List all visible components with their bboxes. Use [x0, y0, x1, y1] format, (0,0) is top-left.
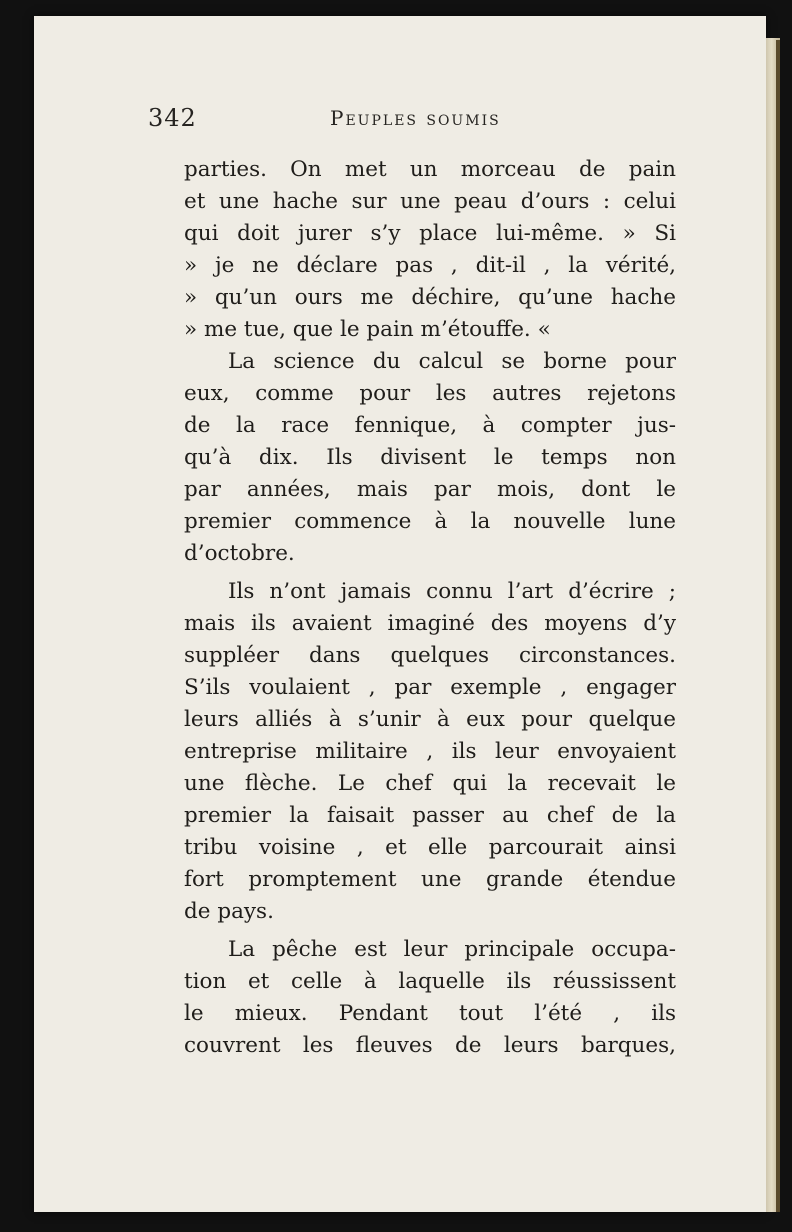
book-spine	[776, 40, 780, 1212]
page-header	[148, 104, 668, 136]
text-line: suppléer dans quelques circonstances.	[184, 643, 676, 668]
text-line: qui doit jurer s’y place lui-même. » Si	[184, 221, 676, 246]
text-line: entreprise militaire , ils leur envoyaient	[184, 739, 676, 764]
text-line: parties. On met un morceau de pain	[184, 157, 676, 182]
text-line: La science du calcul se borne pour	[228, 349, 676, 374]
text-line: eux, comme pour les autres rejetons	[184, 381, 676, 406]
text-line: La pêche est leur principale occupa-	[228, 937, 676, 962]
text-line: de la race fennique, à compter jus-	[184, 413, 676, 438]
body-text	[184, 154, 676, 1062]
text-line: leurs alliés à s’unir à eux pour quelque	[184, 707, 676, 732]
text-line: fort promptement une grande étendue	[184, 867, 676, 892]
text-line: premier commence à la nouvelle lune	[184, 509, 676, 534]
text-line: qu’à dix. Ils divisent le temps non	[184, 445, 676, 470]
text-line: d’octobre.	[184, 541, 295, 566]
text-line: de pays.	[184, 899, 274, 924]
page-number: 342	[148, 104, 197, 132]
text-line: mais ils avaient imaginé des moyens d’y	[184, 611, 676, 636]
text-line: le mieux. Pendant tout l’été , ils	[184, 1001, 676, 1026]
text-line: Ils n’ont jamais connu l’art d’écrire ;	[228, 579, 676, 604]
text-line: tion et celle à laquelle ils réussissent	[184, 969, 676, 994]
text-line: » qu’un ours me déchire, qu’une hache	[184, 285, 676, 310]
text-line: par années, mais par mois, dont le	[184, 477, 676, 502]
text-line: premier la faisait passer au chef de la	[184, 803, 676, 828]
text-line: une flèche. Le chef qui la recevait le	[184, 771, 676, 796]
running-title: Peuples soumis	[330, 106, 501, 130]
text-line: » je ne déclare pas , dit-il , la vérité,	[184, 253, 676, 278]
text-line: S’ils voulaient , par exemple , engager	[184, 675, 676, 700]
text-line: » me tue, que le pain m’étouffe. «	[184, 317, 551, 342]
text-line: couvrent les fleuves de leurs barques,	[184, 1033, 676, 1058]
text-line: et une hache sur une peau d’ours : celui	[184, 189, 676, 214]
text-line: tribu voisine , et elle parcourait ainsi	[184, 835, 676, 860]
